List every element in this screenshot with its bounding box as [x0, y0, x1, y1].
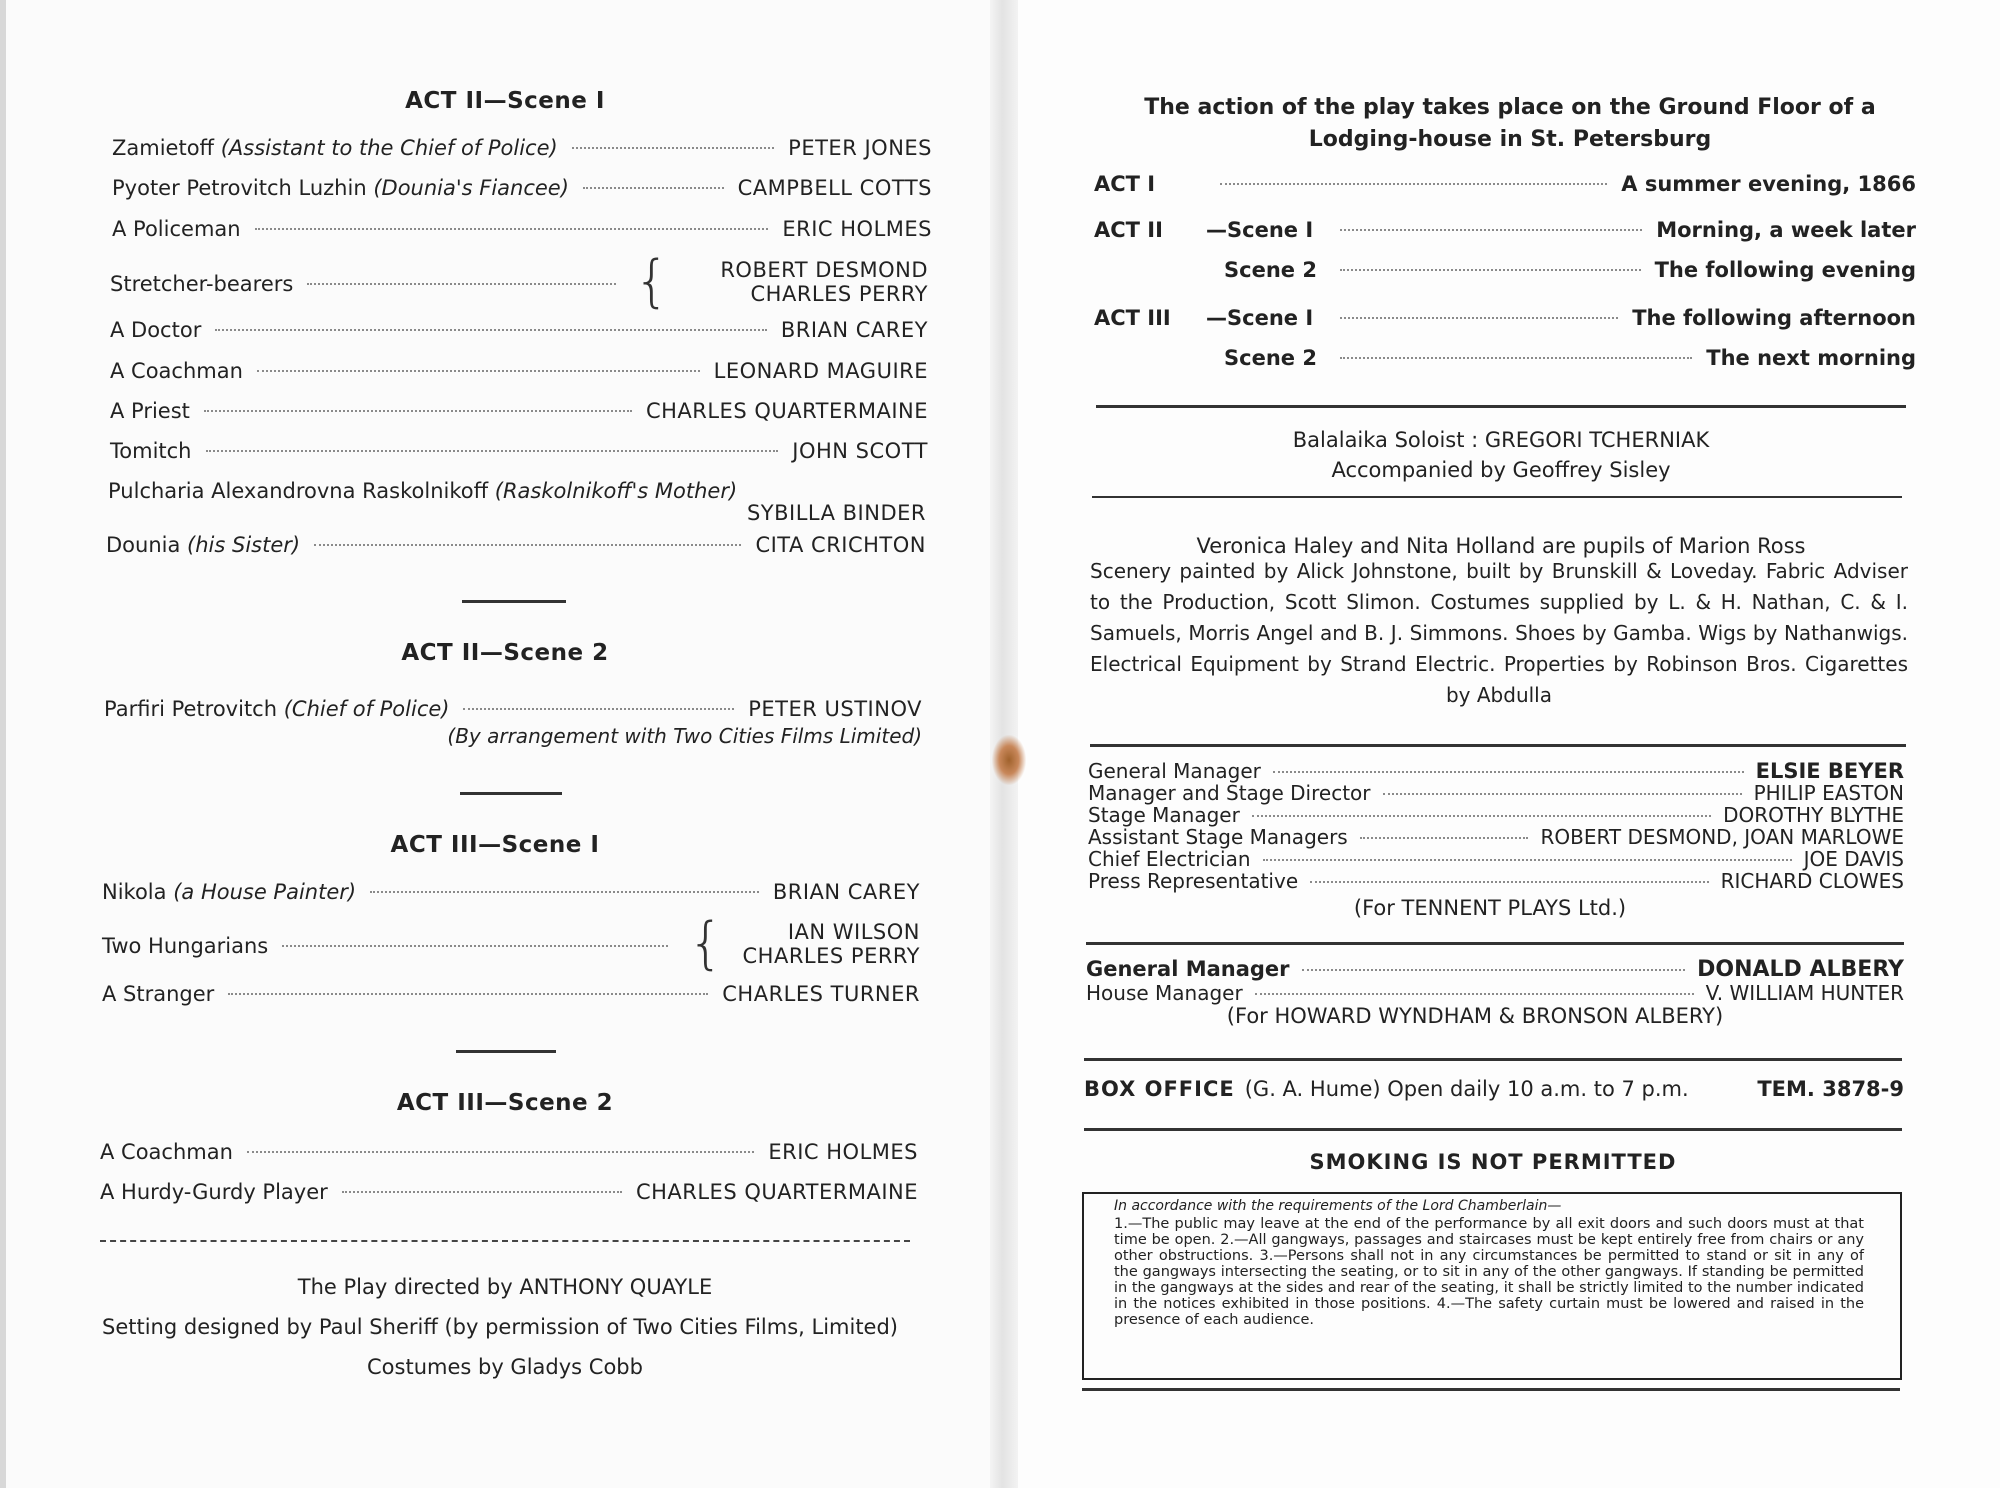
cast-row: [102, 880, 920, 904]
leader-dots: [342, 1191, 622, 1193]
actor-name: CHARLES TURNER: [722, 982, 920, 1006]
leader-dots: [1255, 993, 1694, 995]
role-label: Parfiri Petrovitch (Chief of Police): [104, 697, 450, 721]
box-office-hours: (G. A. Hume) Open daily 10 a.m. to 7 p.m.: [1244, 1077, 1689, 1101]
schedule-scene: —Scene I: [1206, 218, 1314, 242]
box-office-phone: TEM. 3878-9: [1757, 1077, 1904, 1101]
schedule-row: [1094, 218, 1916, 242]
smoking-notice: SMOKING IS NOT PERMITTED: [1309, 1150, 1677, 1174]
schedule-row: [1094, 258, 1916, 282]
section-divider: [460, 792, 562, 795]
role-label: Pyoter Petrovitch Luzhin (Dounia's Fiancee): [112, 176, 569, 200]
actor-name: SYBILLA BINDER: [746, 501, 926, 525]
leader-dots: [1340, 317, 1618, 319]
cast-row: [112, 136, 932, 160]
lord-chamberlain-intro: In accordance with the requirements of the Lord Chamberlain—: [1114, 1198, 1562, 1214]
schedule-time: Morning, a week later: [1656, 218, 1916, 242]
leader-dots: [1263, 859, 1792, 861]
actor-name: JOHN SCOTT: [792, 439, 928, 463]
leader-dots: [204, 410, 632, 412]
actor-pair: [660, 258, 928, 306]
brace-symbol: {: [688, 911, 724, 976]
role-label: Stretcher-bearers: [110, 272, 294, 296]
lord-chamberlain-box: [1082, 1192, 1902, 1380]
staff-title: Chief Electrician: [1088, 847, 1251, 871]
leader-dots: [1340, 269, 1641, 271]
actor-name: ROBERT DESMOND: [720, 258, 928, 282]
leader-dots: [228, 993, 708, 995]
staff-company: (For TENNENT PLAYS Ltd.): [1353, 896, 1627, 920]
leader-dots: [282, 945, 668, 947]
house-title: General Manager: [1086, 957, 1290, 981]
act3-scene2-heading: ACT III—Scene 2: [396, 1090, 614, 1116]
leader-dots: [1220, 183, 1607, 185]
cast-row: [102, 934, 682, 958]
staff-name: RICHARD CLOWES: [1720, 869, 1904, 893]
role-label: A Doctor: [110, 318, 202, 342]
brace-symbol: {: [634, 249, 670, 314]
staff-title: Assistant Stage Managers: [1088, 825, 1348, 849]
actor-name: PETER USTINOV: [748, 697, 922, 721]
section-divider: [456, 1050, 556, 1053]
leader-dots: [1360, 837, 1529, 839]
cast-row: [100, 1140, 918, 1164]
house-company: (For HOWARD WYNDHAM & BRONSON ALBERY): [1226, 1004, 1724, 1028]
role-label: A Hurdy-Gurdy Player: [100, 1180, 328, 1204]
schedule-time: The following afternoon: [1632, 306, 1916, 330]
section-divider: [1082, 1388, 1900, 1391]
director-credit: The Play directed by ANTHONY QUAYLE: [297, 1275, 713, 1299]
role-label: A Stranger: [102, 982, 215, 1006]
leader-dots: [370, 891, 759, 893]
leader-dots: [206, 450, 779, 452]
role-label: Tomitch: [110, 439, 192, 463]
setting-credit: Setting designed by Paul Sheriff (by permission of Two Cities Films, Limited): [102, 1315, 898, 1339]
staff-name: ROBERT DESMOND, JOAN MARLOWE: [1540, 825, 1904, 849]
act3-scene1-heading: ACT III—Scene I: [390, 832, 600, 858]
role-label: Pulcharia Alexandrovna Raskolnikoff (Raskolnikoff's Mother): [108, 479, 738, 503]
staff-title: Manager and Stage Director: [1088, 781, 1371, 805]
schedule-time: The following evening: [1654, 258, 1916, 282]
cast-row: [110, 439, 928, 463]
accompanist-credit: Accompanied by Geoffrey Sisley: [1331, 458, 1671, 482]
staff-title: Press Representative: [1088, 869, 1299, 893]
lord-chamberlain-rules: 1.—The public may leave at the end of the performance by all exit doors and such doors must at that time be open. 2.—All gangways, passages and staircases must be kept entirely free from chairs or any other obstructions. 3.—Persons shall not in any circumstances be permitted to stand or sit in any of the gangways intersecting the seating, or to sit in any of the other gangways. If standing be permitted in the gangways at the sides and rear of the seating, it shall be strictly limited to the number indicated in the notices exhibited in those positions. 4.—The safety curtain must be lowered and raised in the presence of each audience.: [1114, 1216, 1864, 1328]
leader-dots: [215, 329, 767, 331]
production-credits: Scenery painted by Alick Johnstone, built by Brunskill & Loveday. Fabric Adviser to the Production, Scott Slimon. Costumes supplied by L. & H. Nathan, C. & I. Samuels, Morris Angel and B. J. Simmons. Shoes by Gamba. Wigs by Nathanwigs. Electrical Equipment by Strand Electric. Properties by Robinson Bros. Cigarettes by Abdulla: [1090, 559, 1908, 707]
role-label: Two Hungarians: [102, 934, 269, 958]
leader-dots: [1310, 881, 1708, 883]
actor-name: IAN WILSON: [787, 920, 920, 944]
role-label: A Priest: [110, 399, 190, 423]
cast-row: [110, 399, 928, 423]
leader-dots: [257, 370, 700, 372]
section-divider: [1092, 496, 1902, 498]
leader-dots: [314, 544, 741, 546]
schedule-time: The next morning: [1706, 346, 1916, 370]
actor-name: PETER JONES: [788, 136, 932, 160]
house-name: DONALD ALBERY: [1697, 957, 1904, 982]
schedule-row: [1094, 172, 1916, 196]
schedule-act: ACT II: [1094, 218, 1163, 242]
staff-row: [1088, 848, 1904, 870]
section-divider: [1084, 1058, 1902, 1061]
setting-statement: The action of the play takes place on the Ground Floor of a Lodging-house in St. Petersburg: [1144, 95, 1876, 152]
cast-row: [112, 217, 932, 241]
section-divider: [462, 600, 566, 603]
leader-dots: [1340, 357, 1692, 359]
actor-name: ERIC HOLMES: [768, 1140, 918, 1164]
staff-row: [1088, 870, 1904, 892]
role-label: Zamietoff (Assistant to the Chief of Police): [112, 136, 558, 160]
cast-row: [106, 533, 926, 557]
leader-dots: [1340, 229, 1642, 231]
role-label: Dounia (his Sister): [106, 533, 301, 557]
role-label: A Policeman: [112, 217, 241, 241]
actor-name: BRIAN CAREY: [780, 318, 928, 342]
actor-name: CHARLES QUARTERMAINE: [635, 1180, 918, 1204]
cast-row: [100, 1180, 918, 1204]
leader-dots: [1302, 969, 1686, 971]
actor-name: ERIC HOLMES: [782, 217, 932, 241]
act2-scene2-heading: ACT II—Scene 2: [401, 640, 609, 666]
staff-name: JOE DAVIS: [1803, 847, 1904, 871]
cast-row: [112, 176, 932, 200]
staff-row: [1088, 782, 1904, 804]
cast-row: [110, 318, 928, 342]
soloist-credit: Balalaika Soloist : GREGORI TCHERNIAK: [1292, 428, 1710, 452]
role-label: A Coachman: [110, 359, 243, 383]
leader-dots: [1383, 793, 1742, 795]
schedule-row: [1094, 346, 1916, 370]
leader-dots: [583, 187, 724, 189]
section-divider: [1090, 744, 1906, 747]
house-row: [1086, 982, 1904, 1004]
actor-name: BRIAN CAREY: [772, 880, 920, 904]
actor-name: CITA CRICHTON: [755, 533, 926, 557]
actor-pair: [712, 920, 920, 968]
role-label: A Coachman: [100, 1140, 233, 1164]
actor-name: CHARLES PERRY: [742, 944, 920, 968]
leader-dots: [572, 147, 774, 149]
schedule-act: ACT I: [1094, 172, 1156, 196]
cast-row: [110, 359, 928, 383]
staff-row: [1088, 826, 1904, 848]
leader-dots: [247, 1151, 754, 1153]
section-divider: [1086, 942, 1904, 945]
schedule-row: [1094, 306, 1916, 330]
section-divider: [1096, 405, 1906, 408]
leader-dots: [1252, 815, 1711, 817]
role-label: Nikola (a House Painter): [102, 880, 357, 904]
leader-dots: [463, 708, 734, 710]
cast-row: [108, 479, 828, 503]
section-divider: [100, 1240, 910, 1242]
box-office-line: [1084, 1078, 1904, 1100]
cast-row: [102, 982, 920, 1006]
schedule-scene: —Scene I: [1206, 306, 1314, 330]
costume-credit: Costumes by Gladys Cobb: [367, 1355, 643, 1379]
staff-name: ELSIE BEYER: [1755, 759, 1904, 783]
act2-scene1-heading: ACT II—Scene I: [405, 88, 605, 114]
house-title: House Manager: [1086, 981, 1243, 1005]
staff-row: [1088, 760, 1904, 782]
leader-dots: [1273, 771, 1744, 773]
leader-dots: [255, 228, 769, 230]
actor-name: CAMPBELL COTTS: [737, 176, 932, 200]
house-row: [1086, 958, 1904, 981]
staff-row: [1088, 804, 1904, 826]
actor-name: CHARLES PERRY: [750, 282, 928, 306]
actor-name: CHARLES QUARTERMAINE: [645, 399, 928, 423]
staff-name: DOROTHY BLYTHE: [1723, 803, 1904, 827]
schedule-scene: Scene 2: [1224, 346, 1317, 370]
leader-dots: [307, 283, 616, 285]
box-office-label: BOX OFFICE: [1084, 1077, 1235, 1101]
arrangement-note: (By arrangement with Two Cities Films Limited): [447, 724, 922, 748]
schedule-scene: Scene 2: [1224, 258, 1317, 282]
staff-title: General Manager: [1088, 759, 1261, 783]
staff-title: Stage Manager: [1088, 803, 1240, 827]
staff-name: PHILIP EASTON: [1753, 781, 1904, 805]
actor-name: LEONARD MAGUIRE: [713, 359, 928, 383]
burn-mark: [992, 735, 1026, 785]
schedule-time: A summer evening, 1866: [1621, 172, 1916, 196]
cast-row: [104, 697, 922, 721]
pupils-note: Veronica Haley and Nita Holland are pupils of Marion Ross: [1196, 534, 1806, 558]
cast-row: [110, 272, 630, 296]
house-name: V. WILLIAM HUNTER: [1705, 981, 1904, 1005]
schedule-act: ACT III: [1094, 306, 1171, 330]
section-divider: [1084, 1128, 1902, 1131]
